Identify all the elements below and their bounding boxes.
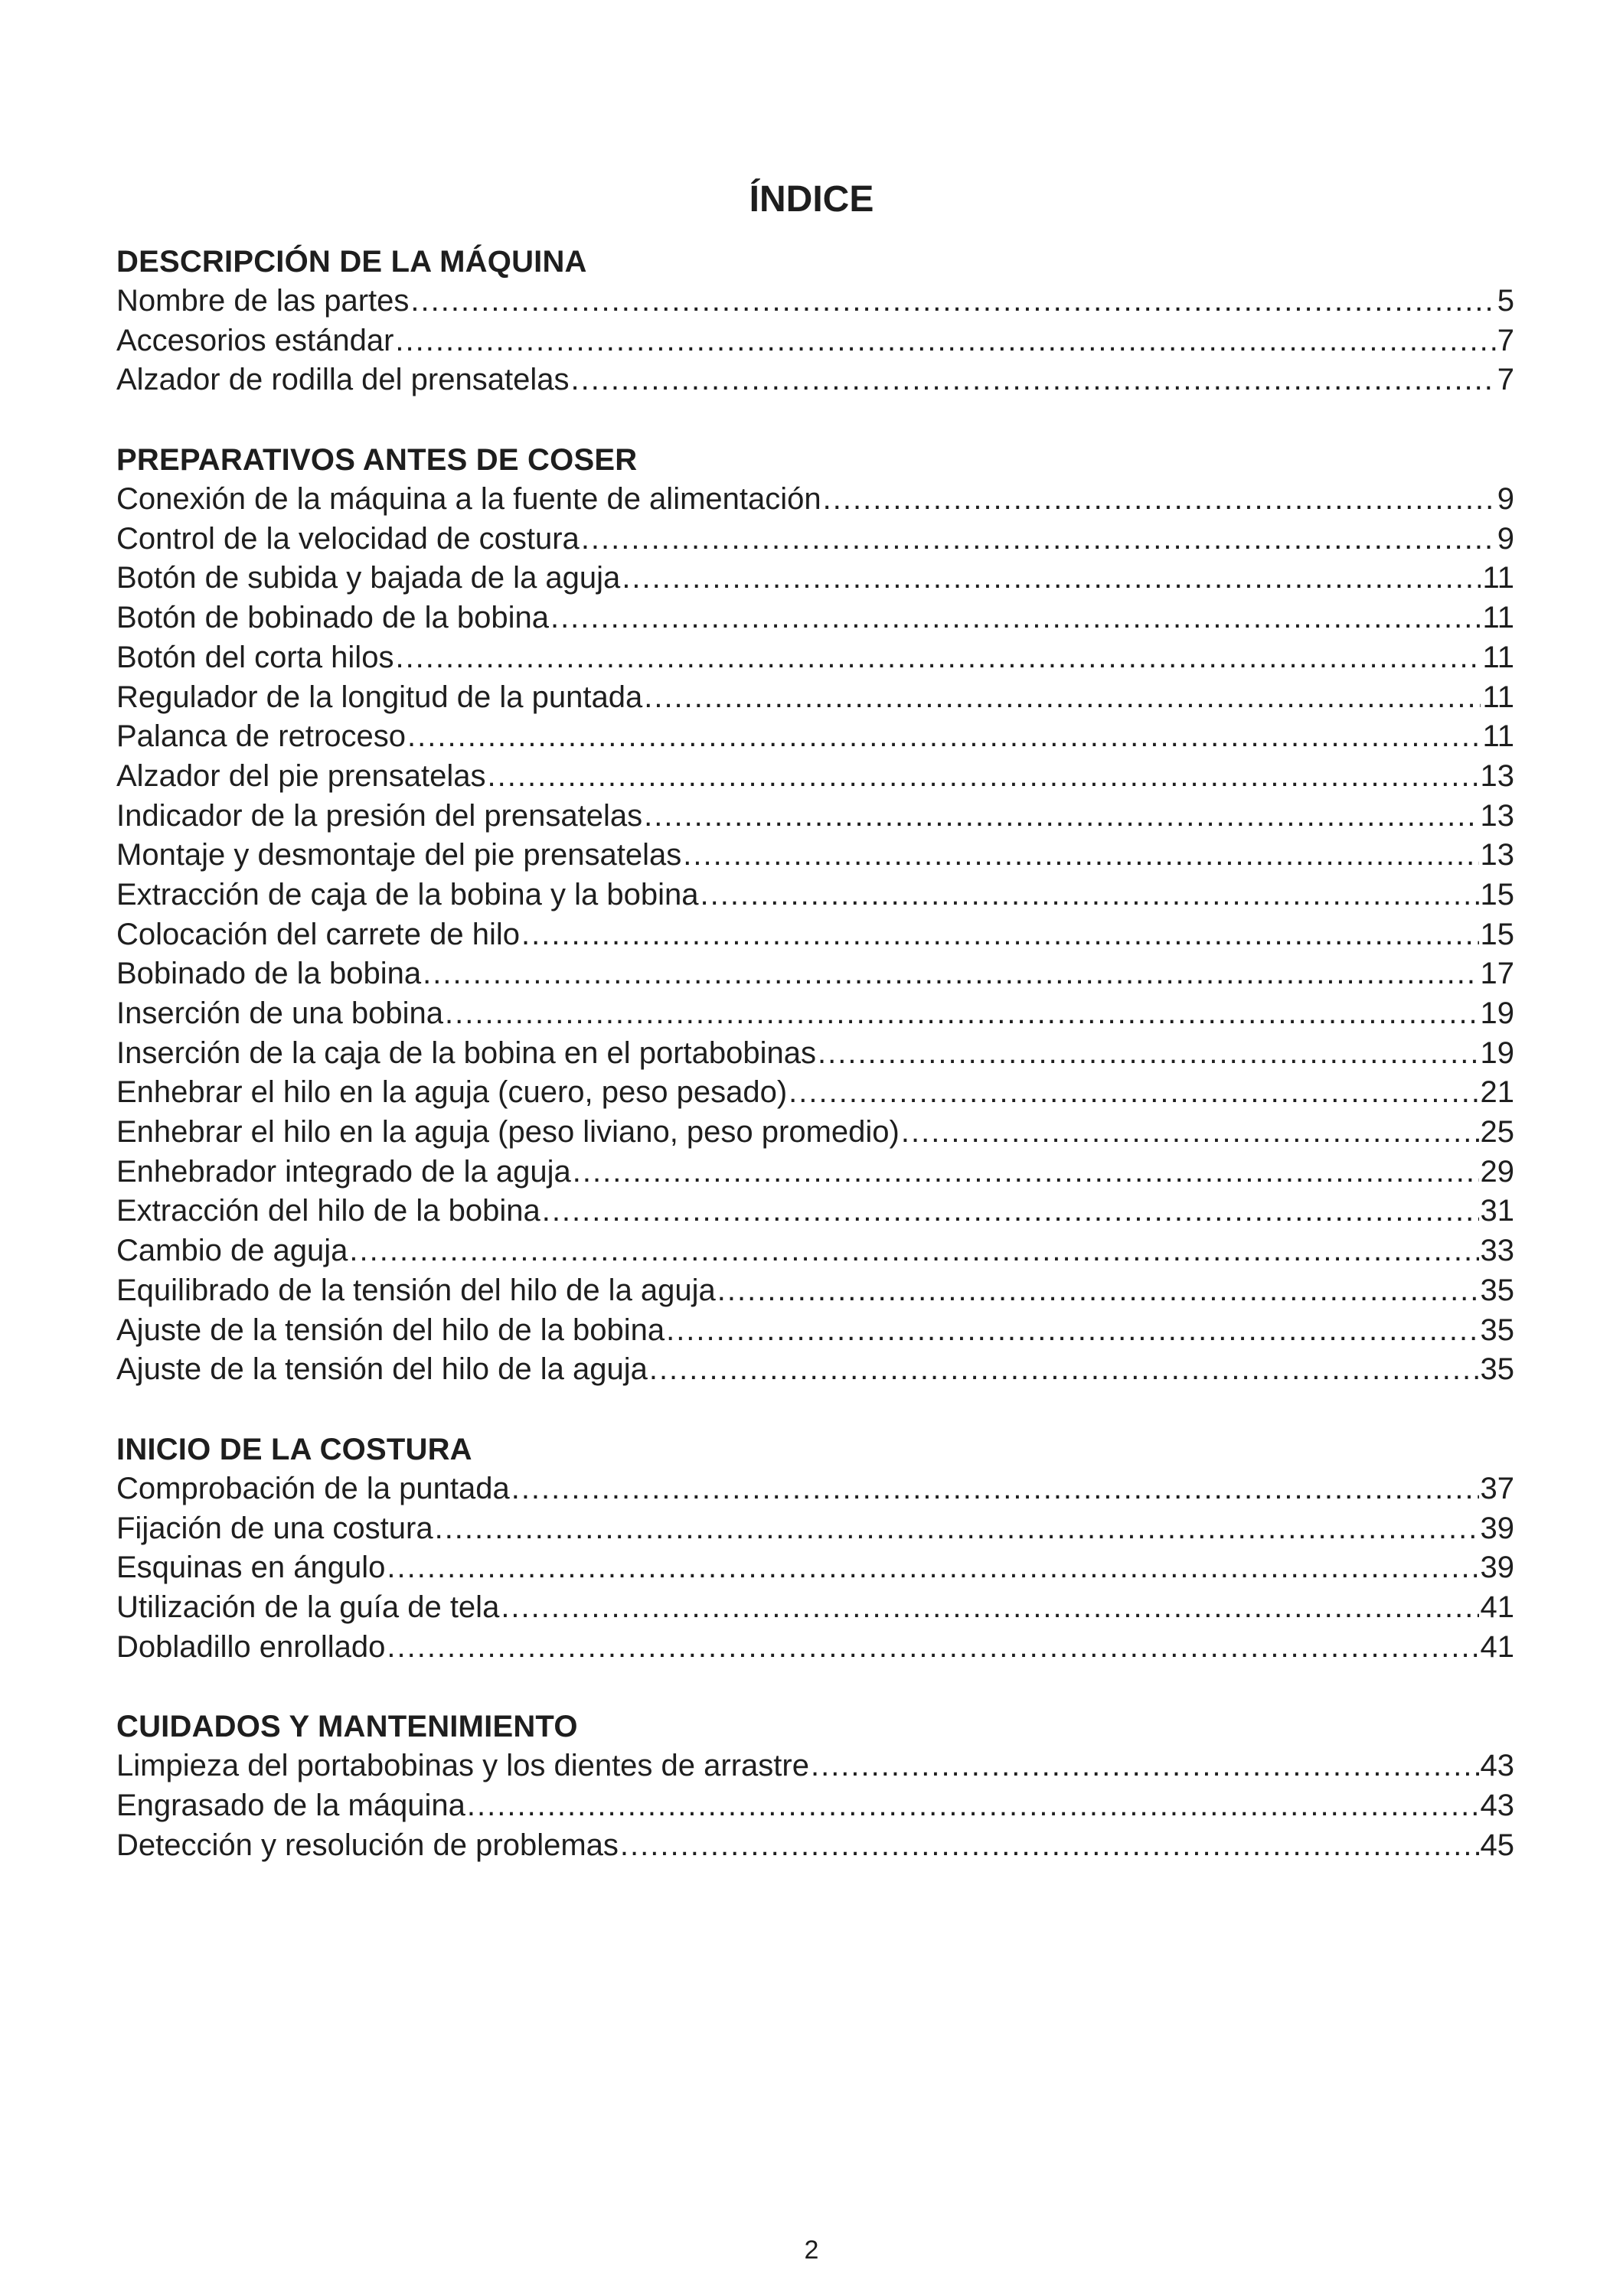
toc-entry-label: Detección y resolución de problemas: [116, 1828, 619, 1862]
toc-entry[interactable]: [116, 282, 1514, 321]
dot-leader: [717, 1271, 1479, 1311]
toc-entry[interactable]: [116, 1826, 1514, 1866]
toc-entry[interactable]: [116, 757, 1514, 797]
toc-entry-label: Enhebrar el hilo en la aguja (peso liviano, peso promedio): [116, 1115, 900, 1150]
toc-entry[interactable]: [116, 678, 1514, 718]
toc-entry[interactable]: [116, 1548, 1514, 1588]
toc-entry[interactable]: [116, 638, 1514, 678]
toc-entry[interactable]: [116, 717, 1514, 757]
toc-entry[interactable]: [116, 559, 1514, 598]
toc-entry[interactable]: [116, 1153, 1514, 1192]
toc-entry-page: 39: [1480, 1551, 1514, 1585]
toc-entry-label: Dobladillo enrollado: [116, 1629, 386, 1664]
toc-entry-page: 35: [1480, 1273, 1514, 1307]
toc-entry-label: Alzador del pie prensatelas: [116, 758, 486, 793]
dot-leader: [542, 1192, 1479, 1231]
toc-entry-page: 9: [1497, 482, 1514, 517]
dot-leader: [423, 954, 1478, 994]
dot-leader: [683, 836, 1478, 876]
section-heading: CUIDADOS Y MANTENIMIENTO: [116, 1710, 578, 1744]
toc-entry-label: Colocación del carrete de hilo: [116, 917, 520, 951]
toc-entry-page: 5: [1497, 284, 1514, 318]
dot-leader: [573, 1153, 1479, 1192]
toc-section: [116, 1707, 1514, 1865]
toc-entry-page: 21: [1480, 1075, 1514, 1110]
page-title: ÍNDICE: [749, 179, 874, 220]
toc-entry[interactable]: [116, 1588, 1514, 1628]
toc-entry-label: Botón del corta hilos: [116, 640, 394, 674]
toc-entry-label: Enhebrar el hilo en la aguja (cuero, peso pesado): [116, 1075, 788, 1110]
toc-entry-page: 11: [1482, 719, 1514, 754]
dot-leader: [435, 1509, 1479, 1549]
toc-entry[interactable]: [116, 1271, 1514, 1311]
toc-entry-page: 33: [1480, 1234, 1514, 1268]
dot-leader: [511, 1469, 1479, 1509]
toc-entry-page: 25: [1480, 1115, 1514, 1150]
toc-entry-page: 19: [1480, 1035, 1514, 1070]
toc-entry-page: 13: [1480, 798, 1514, 833]
dot-leader: [410, 282, 1495, 321]
dot-leader: [818, 1034, 1479, 1074]
dot-leader: [666, 1311, 1478, 1351]
dot-leader: [644, 797, 1478, 837]
toc-entry[interactable]: [116, 1786, 1514, 1826]
toc-entry-page: 29: [1480, 1154, 1514, 1189]
toc-entry[interactable]: [116, 876, 1514, 915]
toc-entry-label: Bobinado de la bobina: [116, 957, 422, 991]
toc-entry-page: 11: [1482, 601, 1514, 635]
toc-entry[interactable]: [116, 836, 1514, 876]
toc-entry-page: 9: [1497, 521, 1514, 556]
toc-entry-label: Inserción de la caja de la bobina en el portabobinas: [116, 1035, 816, 1070]
toc-entry-label: Control de la velocidad de costura: [116, 521, 580, 556]
toc-entry[interactable]: [116, 480, 1514, 520]
toc-section: [116, 1430, 1514, 1667]
toc-entry-label: Esquinas en ángulo: [116, 1551, 386, 1585]
toc-entry-page: 11: [1482, 561, 1514, 595]
dot-leader: [501, 1588, 1478, 1628]
toc-entry[interactable]: [116, 994, 1514, 1034]
toc-entry-page: 41: [1480, 1590, 1514, 1624]
toc-section: [116, 440, 1514, 1390]
dot-leader: [789, 1073, 1478, 1113]
dot-leader: [811, 1746, 1479, 1786]
dot-leader: [395, 321, 1495, 361]
toc-section: [116, 242, 1514, 400]
toc-entry-page: 7: [1497, 323, 1514, 357]
dot-leader: [649, 1350, 1479, 1390]
dot-leader: [823, 480, 1496, 520]
toc-entry[interactable]: [116, 1231, 1514, 1271]
dot-leader: [700, 876, 1479, 915]
toc-entry[interactable]: [116, 1311, 1514, 1351]
toc-entry-page: 15: [1480, 917, 1514, 951]
toc-entry-label: Enhebrador integrado de la aguja: [116, 1154, 571, 1189]
toc-entry-label: Alzador de rodilla del prensatelas: [116, 363, 570, 397]
dot-leader: [387, 1548, 1478, 1588]
toc-entry-label: Indicador de la presión del prensatelas: [116, 798, 643, 833]
toc-entry-label: Montaje y desmontaje del pie prensatelas: [116, 838, 682, 872]
dot-leader: [550, 598, 1481, 638]
dot-leader: [620, 1826, 1479, 1866]
toc-entry-page: 15: [1480, 877, 1514, 912]
toc-entry-label: Accesorios estándar: [116, 323, 394, 357]
dot-leader: [467, 1786, 1479, 1826]
toc-entry-label: Extracción de caja de la bobina y la bobina: [116, 877, 699, 912]
section-heading: INICIO DE LA COSTURA: [116, 1432, 472, 1466]
toc-entry[interactable]: [116, 321, 1514, 361]
toc-entry-label: Comprobación de la puntada: [116, 1471, 510, 1505]
toc-entry[interactable]: [116, 915, 1514, 955]
toc-entry[interactable]: [116, 1192, 1514, 1231]
toc-entry-label: Utilización de la guía de tela: [116, 1590, 500, 1624]
section-heading: DESCRIPCIÓN DE LA MÁQUINA: [116, 245, 587, 279]
toc-entry-page: 7: [1497, 363, 1514, 397]
toc-entry-page: 13: [1480, 758, 1514, 793]
toc-entry[interactable]: [116, 360, 1514, 400]
toc-entry-label: Regulador de la longitud de la puntada: [116, 680, 643, 714]
toc-entry-label: Botón de subida y bajada de la aguja: [116, 561, 621, 595]
toc-entry-page: 35: [1480, 1313, 1514, 1347]
toc-entry-page: 35: [1480, 1352, 1514, 1387]
toc-entry-label: Ajuste de la tensión del hilo de la aguja: [116, 1352, 648, 1387]
table-of-contents: [116, 242, 1514, 1905]
toc-entry[interactable]: [116, 1113, 1514, 1153]
toc-entry-page: 43: [1480, 1749, 1514, 1783]
toc-entry-page: 31: [1480, 1194, 1514, 1228]
toc-entry-label: Limpieza del portabobinas y los dientes de arrastre: [116, 1749, 809, 1783]
toc-entry-label: Equilibrado de la tensión del hilo de la aguja: [116, 1273, 716, 1307]
dot-leader: [622, 559, 1481, 598]
toc-entry-label: Nombre de las partes: [116, 284, 410, 318]
toc-entry-page: 13: [1480, 838, 1514, 872]
dot-leader: [901, 1113, 1479, 1153]
dot-leader: [395, 638, 1481, 678]
toc-entry-label: Conexión de la máquina a la fuente de alimentación: [116, 482, 821, 517]
toc-entry-page: 11: [1482, 680, 1514, 714]
toc-entry-label: Engrasado de la máquina: [116, 1789, 465, 1822]
dot-leader: [644, 678, 1481, 718]
toc-entry-page: 17: [1480, 957, 1514, 991]
toc-entry-label: Inserción de una bobina: [116, 996, 443, 1030]
page-number: 2: [804, 2236, 819, 2265]
toc-entry-page: 41: [1480, 1629, 1514, 1664]
toc-entry-page: 45: [1480, 1828, 1514, 1862]
toc-entry-page: 19: [1480, 996, 1514, 1030]
toc-entry-label: Botón de bobinado de la bobina: [116, 601, 549, 635]
dot-leader: [445, 994, 1479, 1034]
dot-leader: [407, 717, 1481, 757]
toc-entry[interactable]: [116, 1034, 1514, 1074]
toc-entry[interactable]: [116, 1350, 1514, 1390]
dot-leader: [581, 520, 1496, 559]
toc-entry-page: 39: [1480, 1511, 1514, 1545]
dot-leader: [349, 1231, 1478, 1271]
toc-entry-label: Cambio de aguja: [116, 1234, 348, 1268]
toc-entry[interactable]: [116, 1073, 1514, 1113]
toc-entry[interactable]: [116, 1469, 1514, 1509]
toc-entry[interactable]: [116, 797, 1514, 837]
toc-entry[interactable]: [116, 954, 1514, 994]
toc-entry-label: Palanca de retroceso: [116, 719, 407, 754]
toc-entry[interactable]: [116, 520, 1514, 559]
dot-leader: [488, 757, 1479, 797]
toc-entry-label: Fijación de una costura: [116, 1511, 433, 1545]
dot-leader: [521, 915, 1479, 955]
toc-entry[interactable]: [116, 1509, 1514, 1549]
toc-entry-page: 11: [1482, 640, 1514, 674]
dot-leader: [570, 360, 1495, 400]
toc-entry-label: Extracción del hilo de la bobina: [116, 1194, 540, 1228]
toc-entry-page: 43: [1480, 1789, 1514, 1822]
toc-entry-page: 37: [1480, 1471, 1514, 1505]
toc-entry[interactable]: [116, 1746, 1514, 1786]
toc-entry-label: Ajuste de la tensión del hilo de la bobina: [116, 1313, 665, 1347]
section-heading: PREPARATIVOS ANTES DE COSER: [116, 443, 638, 478]
toc-entry[interactable]: [116, 598, 1514, 638]
toc-entry[interactable]: [116, 1628, 1514, 1668]
dot-leader: [387, 1628, 1478, 1668]
